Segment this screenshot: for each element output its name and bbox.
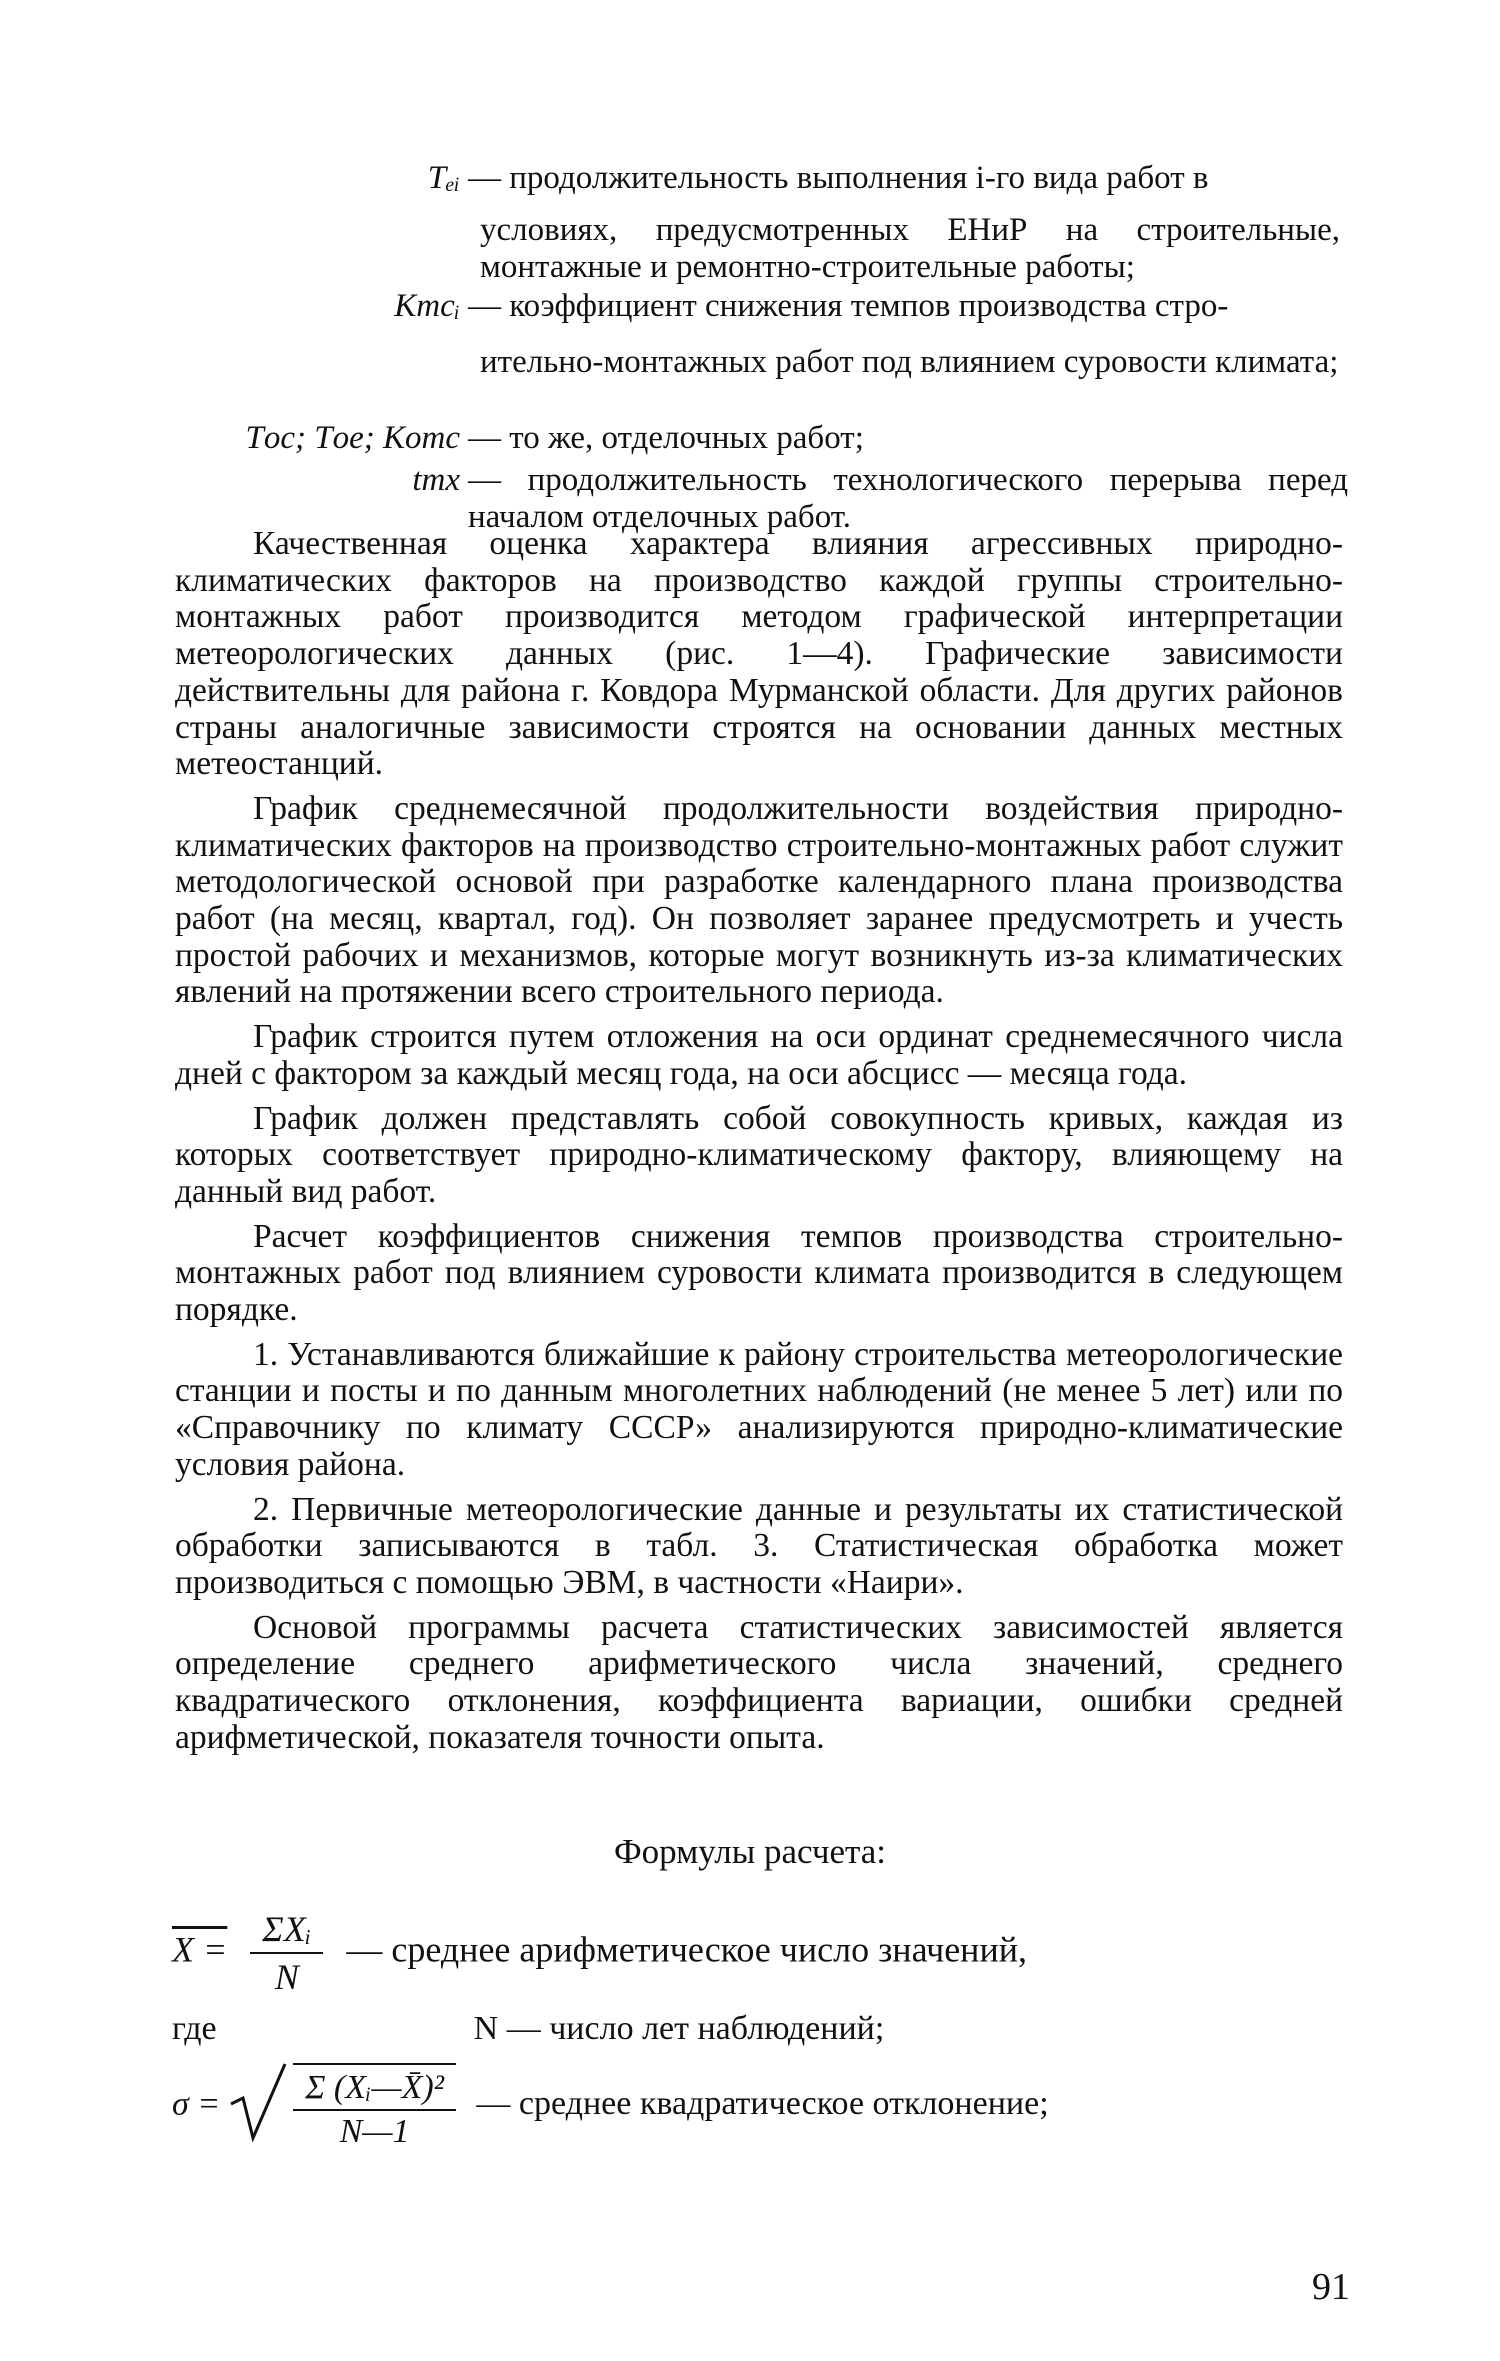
paragraph: 1. Устанавливаются ближайшие к району строительства метеорологические станции и посты и по данным многолетних наблюдений (не менее 5 лет) или по «Справочнику по климату СССР» анализируются природно-климатические условия района. — [175, 1335, 1343, 1483]
paragraph: График должен представлять собой совокупность кривых, каждая из которых соответствует природно-климатическому фактору, влияющему на данный вид работ. — [175, 1099, 1343, 1210]
formula-description: — среднее квадратическое отклонение; — [476, 2085, 1049, 2123]
definition-term: tтх — [412, 462, 460, 498]
definition-continuation: ительно-монтажных работ под влиянием суровости климата; — [480, 344, 1339, 380]
formula-lhs: σ = — [172, 2085, 221, 2123]
definition-text: — продолжительность технологического перерыва перед началом отделочных работ. — [468, 462, 1348, 535]
formula-lhs: X = — [172, 1929, 228, 1970]
definition-term: Kтcᵢ — [394, 288, 460, 324]
sqrt-icon — [229, 2062, 289, 2151]
paragraph: График строится путем отложения на оси ординат среднемесячного числа дней с фактором за каждый месяц года, на оси абсцисс — месяца года. — [175, 1018, 1343, 1092]
definition-term: Tос; Tое; Kотс — [245, 420, 460, 456]
page-number: 91 — [1312, 2266, 1350, 2308]
fraction-numerator: Σ (Xᵢ—X̄)² — [293, 2069, 456, 2111]
body-text — [175, 526, 1343, 1765]
formula-fraction — [293, 2063, 456, 2151]
paragraph: Качественная оценка характера влияния агрессивных природно-климатических факторов на производство каждой группы строительно-монтажных работ производится методом графической интерпретации метеорологических данных (рис. 1—4). Графические зависимости действительны для района г. Ковдора Мурманской области. Для других районов страны аналогичные зависимости строятся на основании данных местных метеостанций. — [175, 525, 1343, 783]
n-description: N — число лет наблюдений; — [473, 2010, 885, 2047]
paragraph: Расчет коэффициентов снижения темпов производства строительно-монтажных работ под влиянием суровости климата производится в следующем порядке. — [175, 1217, 1343, 1329]
definition-te — [0, 160, 1500, 285]
formula-description: — среднее арифметическое число значений, — [346, 1929, 1027, 1970]
definition-text: — коэффициент снижения темпов производства стро- — [468, 288, 1229, 324]
paragraph: График среднемесячной продолжительности воздействия природно-климатических факторов на производство строительно-монтажных работ служит методологической основой при разработке календарного плана производства работ (на месяц, квартал, год). Он позволяет заранее предусмотреть и учесть простой рабочих и механизмов, которые могут возникнуть из-за климатических явлений на протяжении всего строительного периода. — [175, 789, 1343, 1011]
formula-where-line — [172, 2010, 884, 2048]
where-label: где — [172, 2010, 217, 2047]
formulas-heading: Формулы расчета: — [614, 1832, 886, 1871]
formula-mean — [172, 1908, 1027, 1998]
definition-text: — продолжительность выполнения i-го вида работ в — [468, 160, 1209, 196]
definition-ktc — [0, 288, 1500, 408]
paragraph: Основой программы расчета статистических зависимостей является определение среднего арифметического числа значений, среднего квадратического отклонения, коэффициента вариации, ошибки средней арифметической, показателя точности опыта. — [175, 1608, 1343, 1756]
definition-term: Tₑᵢ — [427, 160, 460, 196]
fraction-denominator: N — [274, 1957, 299, 1997]
paragraph: 2. Первичные метеорологические данные и результаты их статистической обработки записываются в табл. 3. Статистическая обработка может производиться с помощью ЭВМ, в частности «Наири». — [175, 1490, 1343, 1601]
formula-sigma — [172, 2062, 1049, 2151]
definition-toc — [0, 420, 1500, 456]
fraction-denominator: N—1 — [339, 2112, 410, 2150]
definition-text: — то же, отделочных работ; — [468, 420, 864, 456]
formula-fraction — [250, 1908, 323, 1998]
fraction-numerator: ΣXᵢ — [250, 1908, 323, 1954]
definition-continuation: условиях, предусмотренных ЕНиР на строительные, монтажные и ремонтно-строительные работы; — [480, 212, 1340, 285]
definitions-list — [0, 160, 1500, 542]
